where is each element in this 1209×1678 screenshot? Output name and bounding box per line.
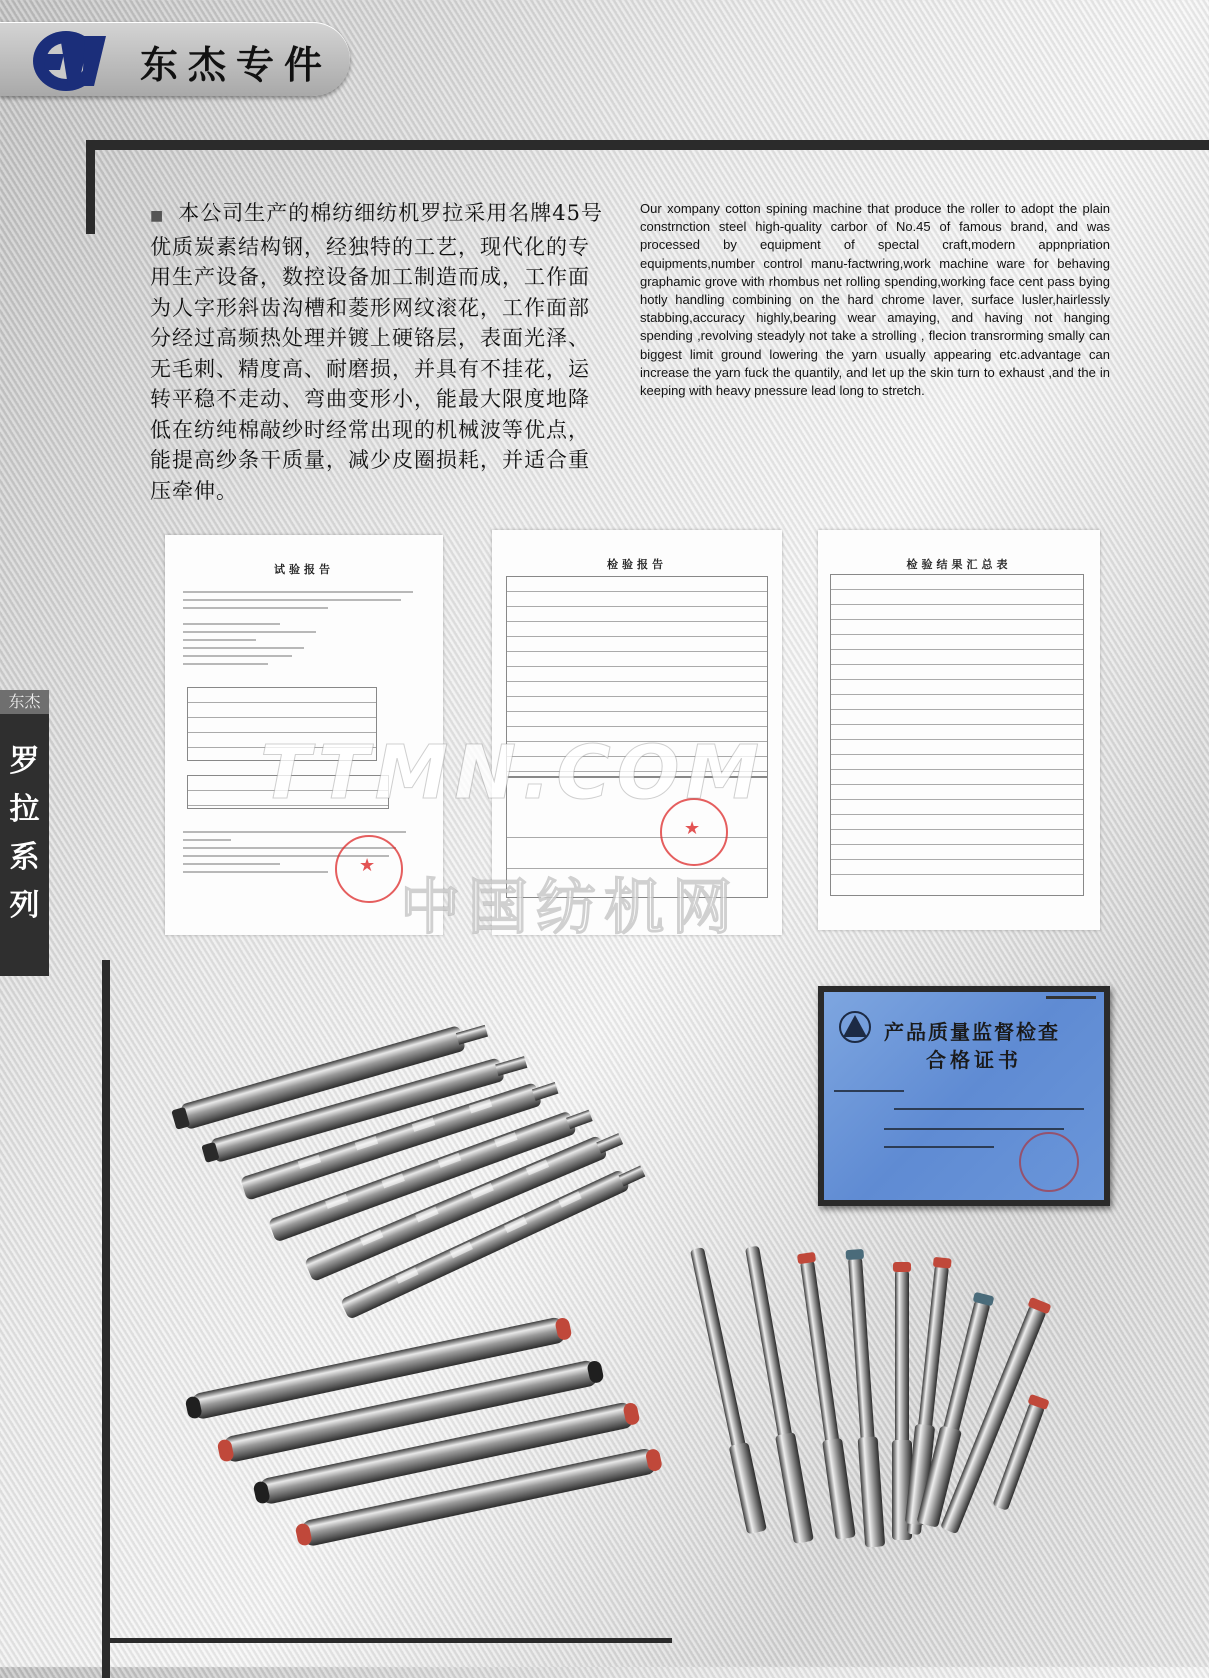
watermark-chinese: 中国纺机网 xyxy=(400,873,740,943)
watermark-latin: TTMN.COM xyxy=(260,730,766,816)
roller-group-2 xyxy=(184,1315,663,1549)
side-title-char: 列 xyxy=(9,888,40,923)
certificate-subtitle: 合格证书 xyxy=(926,1048,1022,1072)
side-title-char: 系 xyxy=(9,840,40,875)
roller-group-3 xyxy=(687,1245,1051,1547)
document-title: 检验结果汇总表 xyxy=(906,558,1012,571)
intro-english: Our xompany cotton spining machine that produce the roller to adopt the plain constrnction steel high-quality carbor of No.45 of famous brand, and was processed by equipment of spectal craft,modern appnpriation equipments,number control manu-factwring,work machine ware for behaving graphamic grove with rhombus net rolling spending,working face cent pass bying hotly handling combining on the hard chrome laver, surface lusler,hairlessly stabbing,accuracy highly,bearing wear amaying, and having not hanging spending ,revolving steadyly not take a strolling , flecion transrorming smally can biggest limit ground lowering the yarn usually appearing etc.advantage can increase the yarn fuck the quantily, and let up the skin turn to exhaust ,and the in keeping with heavy pnessure lead long to stretch. xyxy=(640,201,1110,399)
side-tab-label: 东杰 xyxy=(0,690,49,714)
brand-name: 东杰专件 xyxy=(140,42,333,87)
side-title-char: 罗 xyxy=(9,744,40,779)
intro-chinese-text: 本公司生产的棉纺细纺机罗拉采用名牌45号优质炭素结构钢，经独特的工艺，现代化的专用生产设备，数控设备加工制造而成，工作面为人字形斜齿沟槽和菱形网纹滚花，工作面部分经过高频热处理并镀上硬铬层，表面光泽、无毛刺、精度高、耐磨损，并具有不挂花，运转平稳不走动、弯曲变形小，能最大限度地降低在纺纯棉敲纱时经常出现的机械波等优点，能提高纱条干质量，减少皮圈损耗，并适合重压牵伸。 xyxy=(150,201,603,503)
roller-group-1 xyxy=(170,1018,647,1320)
document-title: 试验报告 xyxy=(274,563,334,576)
document-title: 检验报告 xyxy=(607,558,667,571)
side-title-char: 拉 xyxy=(9,792,40,827)
certificate-title: 产品质量监督检查 xyxy=(884,1020,1060,1044)
bullet-icon: ■ xyxy=(150,208,165,224)
